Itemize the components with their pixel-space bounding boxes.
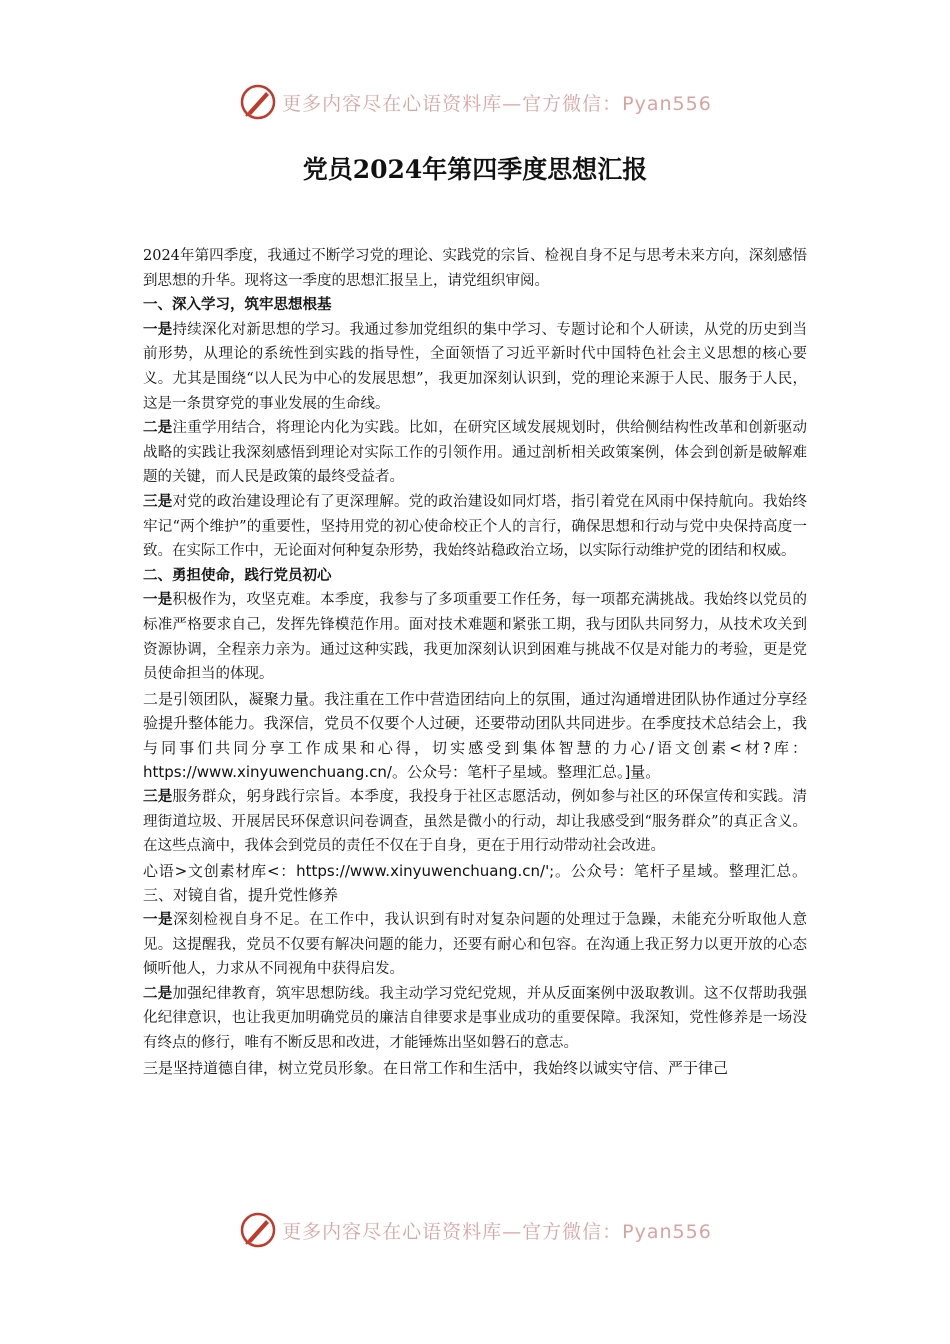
paragraph-lead: 二是 <box>143 985 173 1002</box>
body-paragraph <box>143 490 807 564</box>
body-paragraph: 心语>文创素材库<：https://www.xinyuwenchuang.cn/';。公众号：笔杆子星域。整理汇总。三、对镜自省，提升党性修养 <box>143 861 807 905</box>
body-paragraph <box>143 244 807 293</box>
body-paragraph <box>143 982 807 1056</box>
banner-text: 更多内容尽在心语资料库—官方微信：Pyan556 <box>282 92 712 115</box>
body-paragraph <box>143 785 807 859</box>
section-heading: 二、勇担使命，践行党员初心 <box>143 567 332 584</box>
document-body <box>143 244 807 1080</box>
body-paragraph: 二是引领团队，凝聚力量。我注重在工作中营造团结向上的氛围，通过沟通增进团队协作通过分享经验提升整体能力。我深信，党员不仅要个人过硬，还要带动团队共同进步。在季度技术总结会上，我与同事们共同分享工作成果和心得，切实感受到集体智慧的力心/语文创素<材?库：https://www.xinyuwenchuang.cn/。公众号：笔杆子星域。整理汇总。]量。 <box>143 689 807 782</box>
paragraph-lead: 一是 <box>143 912 174 929</box>
paragraph-lead: 一是 <box>143 592 173 609</box>
body-paragraph <box>143 416 807 490</box>
body-paragraph <box>143 318 807 416</box>
paragraph-text: 持续深化对新思想的学习。我通过参加党组织的集中学习、专题讨论和个人研读，从党的历史到当前形势，从理论的系统性到实践的指导性，全面领悟了习近平新时代中国特色社会主义思想的核心要义。尤其是围绕“以人民为中心的发展思想”，我更加深刻认识到，党的理论来源于人民、服务于人民，这是一条贯穿党的事业发展的生命线。 <box>143 321 808 412</box>
paragraph-lead: 三是 <box>143 493 173 510</box>
paragraph-lead: 一是 <box>143 321 173 338</box>
paragraph-text: 服务群众，躬身践行宗旨。本季度，我投身于社区志愿活动，例如参与社区的环保宣传和实践。清理街道垃圾、开展居民环保意识问卷调查，虽然是微小的行动，却让我感受到“服务群众”的真正含义。在这些点滴中，我体会到党员的责任不仅在于自身，更在于用行动带动社会改进。 <box>143 789 808 855</box>
banner-text: 更多内容尽在心语资料库—官方微信：Pyan556 <box>282 1220 712 1243</box>
pen-logo-icon <box>238 82 278 122</box>
body-paragraph <box>143 588 807 686</box>
paragraph-text: 积极作为，攻坚克难。本季度，我参与了多项重要工作任务，每一项都充满挑战。我始终以党员的标准严格要求自己，发挥先锋模范作用。面对技术难题和紧张工期，我与团队共同努力，从技术攻关到资源协调，全程亲力亲为。通过这种实践，我更加深刻认识到困难与挑战不仅是对能力的考验，更是党员使命担当的体现。 <box>143 592 808 683</box>
paragraph-text: 2024年第四季度，我通过不断学习党的理论、实践党的宗旨、检视自身不足与思考未来方向，深刻感悟到思想的升华。现将这一季度的思想汇报呈上，请党组织审阅。 <box>143 248 807 289</box>
page-title: 党员2024年第四季度思想汇报 <box>302 155 648 184</box>
paragraph-text: 加强纪律教育，筑牢思想防线。我主动学习党纪党规，并从反面案例中汲取教训。这不仅帮助我强化纪律意识，也让我更加明确党员的廉洁自律要求是事业成功的重要保障。我深知，党性修养是一场没有终点的修行，唯有不断反思和改进，才能锤炼出坚如磐石的意志。 <box>143 985 808 1051</box>
paragraph-text: 深刻检视自身不足。在工作中，我认识到有时对复杂问题的处理过于急躁，未能充分听取他人意见。这提醒我，党员不仅要有解决问题的能力，还要有耐心和包容。在沟通上我正努力以更开放的心态倾听他人，力求从不同视角中获得启发。 <box>143 912 808 978</box>
pen-logo-icon <box>238 1210 278 1250</box>
section-heading: 一、深入学习，筑牢思想根基 <box>143 297 332 314</box>
paragraph-text: 注重学用结合，将理论内化为实践。比如，在研究区域发展规划时，供给侧结构性改革和创新驱动战略的实践让我深刻感悟到理论对实际工作的引领作用。通过剖析相关政策案例，体会到创新是破解难题的关键，而人民是政策的最终受益者。 <box>143 420 808 486</box>
footer-banner <box>0 1208 950 1252</box>
body-paragraph: 三是坚持道德自律，树立党员形象。在日常工作和生活中，我始终以诚实守信、严于律己 <box>143 1058 729 1077</box>
header-banner <box>0 80 950 124</box>
body-paragraph <box>143 908 807 982</box>
paragraph-text: 对党的政治建设理论有了更深理解。党的政治建设如同灯塔，指引着党在风雨中保持航向。我始终牢记“两个维护”的重要性，坚持用党的初心使命校正个人的言行，确保思想和行动与党中央保持高度一致。在实际工作中，无论面对何种复杂形势，我始终站稳政治立场，以实际行动维护党的团结和权威。 <box>143 493 808 560</box>
paragraph-lead: 三是 <box>143 789 173 806</box>
paragraph-lead: 二是 <box>143 420 173 437</box>
